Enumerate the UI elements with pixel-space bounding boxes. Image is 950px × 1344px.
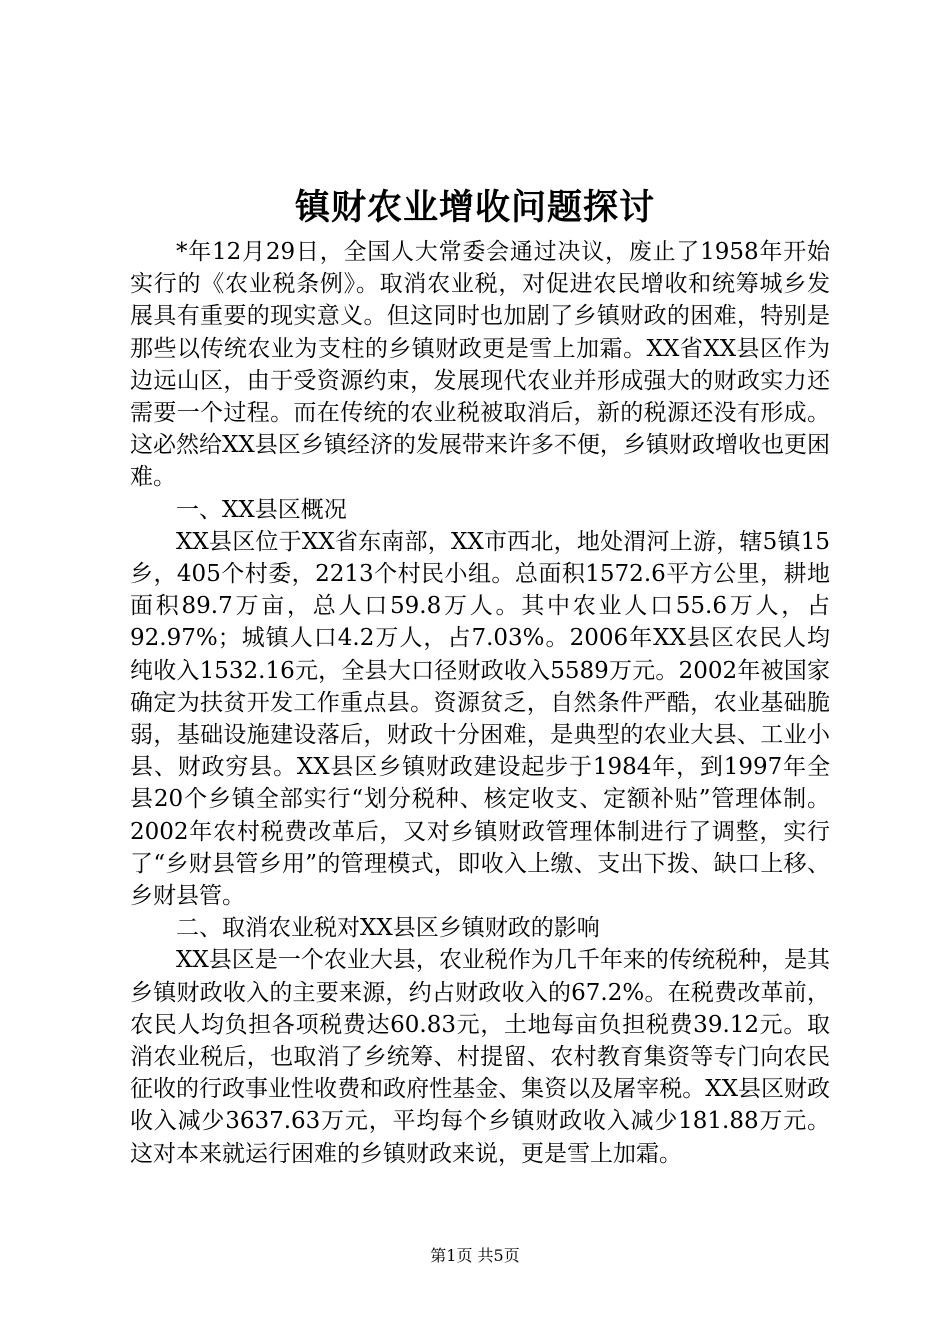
document-title: 镇财农业增收问题探讨 <box>294 187 655 228</box>
section-heading-2: 二、取消农业税对XX县区乡镇财政的影响 <box>176 915 600 942</box>
paragraph-impact: XX县区是一个农业大县，农业税作为几千年来的传统税种，是其乡镇财政收入的主要来源，约占财政收入的67.2%。在税费改革前，农民人均负担各项税费达60.83元，土地每亩负担税费39.12元。取消农业税后，也取消了乡统筹、村提留、农村教育集资等专门向农民征收的行政事业性收费和政府性基金、集资以及屠宰税。XX县区财政收入减少3637.63万元，平均每个乡镇财政收入减少181.88万元。这对本来就运行困难的乡镇财政来说，更是雪上加霜。 <box>130 947 830 1167</box>
document-body <box>130 236 830 1170</box>
section-heading-1: 一、XX县区概况 <box>176 496 347 523</box>
page-number-footer: 第1页 共5页 <box>430 1246 520 1265</box>
paragraph-intro: *年12月29日，全国人大常委会通过决议，废止了1958年开始实行的《农业税条例》。取消农业税，对促进农民增收和统筹城乡发展具有重要的现实意义。但这同时也加剧了乡镇财政的困难，特别是那些以传统农业为支柱的乡镇财政更是雪上加霜。XX省XX县区作为边远山区，由于受资源约束，发展现代农业并形成强大的财政实力还需要一个过程。而在传统的农业税被取消后，新的税源还没有形成。这必然给XX县区乡镇经济的发展带来许多不便，乡镇财政增收也更困难。 <box>130 239 830 491</box>
paragraph-overview: XX县区位于XX省东南部，XX市西北，地处渭河上游，辖5镇15乡，405个村委，2213个村民小组。总面积1572.6平方公里，耕地面积89.7万亩，总人口59.8万人。其中农业人口55.6万人，占92.97%；城镇人口4.2万人，占7.03%。2006年XX县区农民人均纯收入1532.16元，全县大口径财政收入5589万元。2002年被国家确定为扶贫开发工作重点县。资源贫乏，自然条件严酷，农业基础脆弱，基础设施建设落后，财政十分困难，是典型的农业大县、工业小县、财政穷县。XX县区乡镇财政建设起步于1984年，到1997年全县20个乡镇全部实行“划分税种、核定收支、定额补贴”管理体制。2002年农村税费改革后，又对乡镇财政管理体制进行了调整，实行了“乡财县管乡用”的管理模式，即收入上缴、支出下拨、缺口上移、乡财县管。 <box>130 528 830 910</box>
